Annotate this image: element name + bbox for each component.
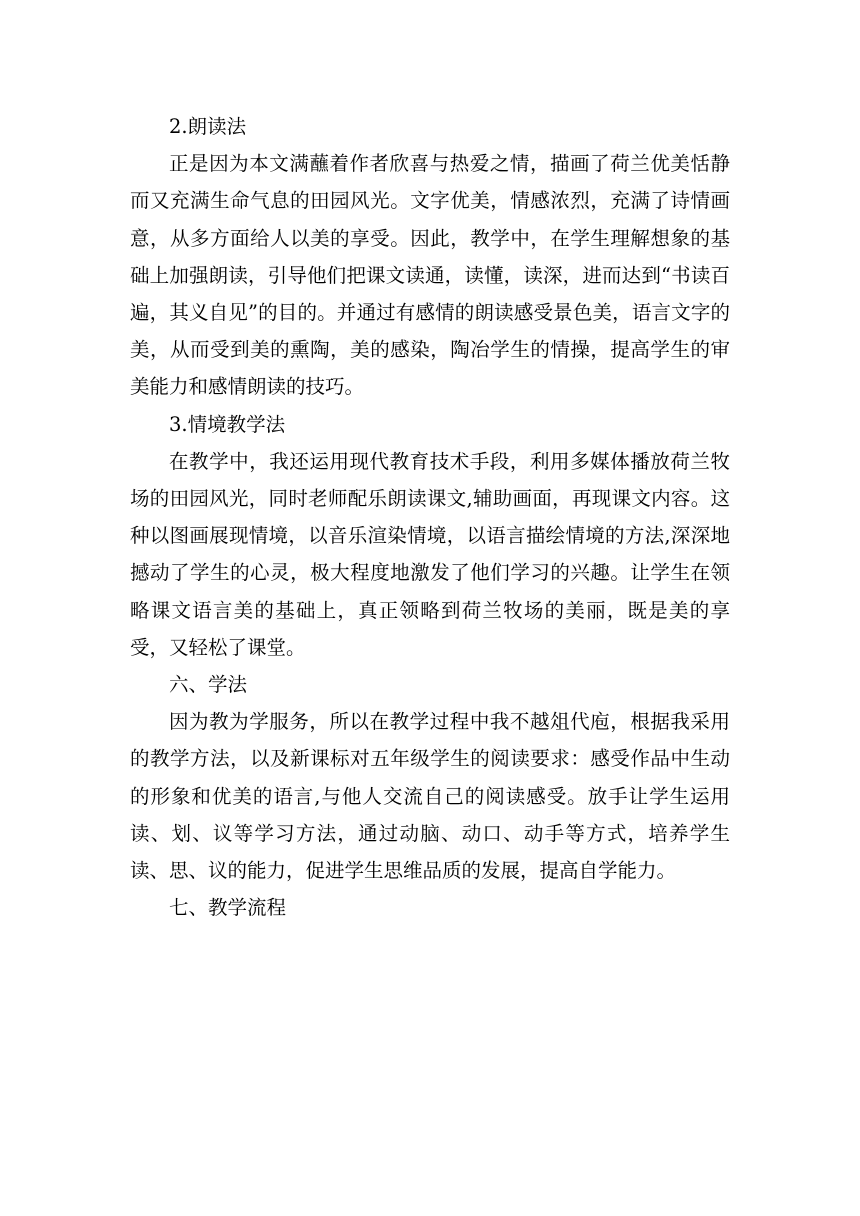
section-heading-learning-method: 六、学法 [169, 673, 248, 697]
section-heading-teaching-process: 七、教学流程 [169, 896, 287, 920]
paragraph-learning-method: 因为教为学服务，所以在教学过程中我不越俎代庖，根据我采用的教学方法，以及新课标对五年级学生的阅读要求：感受作品中生动的形象和优美的语言,与他人交流自己的阅读感受。放手让学生运用读、划、议等学习方法，通过动脑、动口、动手等方式，培养学生读、思、议的能力，促进学生思维品质的发展，提高自学能力。 [130, 710, 730, 883]
section-heading-reading-method: 2.朗读法 [169, 115, 247, 138]
paragraph-situational-teaching: 在教学中，我还运用现代教育技术手段，利用多媒体播放荷兰牧场的田园风光，同时老师配乐朗读课文,辅助画面，再现课文内容。这种以图画展现情境，以音乐渲染情境，以语言描绘情境的方法,深深地撼动了学生的心灵，极大程度地激发了他们学习的兴趣。让学生在领略课文语言美的基础上，真正领略到荷兰牧场的美丽，既是美的享受，又轻松了课堂。 [130, 449, 730, 659]
document-body [130, 108, 730, 926]
section-heading-situational-teaching: 3.情境教学法 [169, 412, 286, 436]
paragraph-reading-method: 正是因为本文满蘸着作者欣喜与热爱之情，描画了荷兰优美恬静而又充满生命气息的田园风光。文字优美，情感浓烈，充满了诗情画意，从多方面给人以美的享受。因此，教学中，在学生理解想象的基础上加强朗读，引导他们把课文读通，读懂，读深，进而达到“书读百遍，其义自见”的目的。并通过有感情的朗读感受景色美，语言文字的美，从而受到美的熏陶，美的感染，陶冶学生的情操，提高学生的审美能力和感情朗读的技巧。 [130, 152, 730, 399]
